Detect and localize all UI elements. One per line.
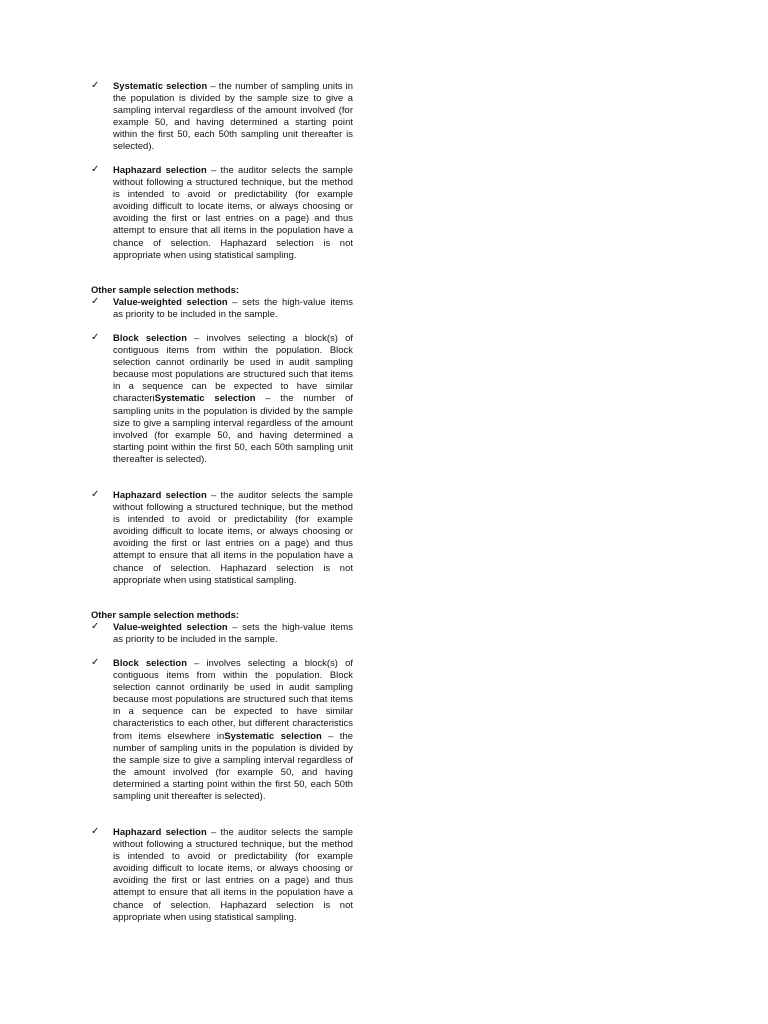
term-label: Value-weighted selection: [113, 296, 228, 307]
term-label: Haphazard selection: [113, 826, 207, 837]
term-label: Value-weighted selection: [113, 621, 228, 632]
checkmark-icon: ✓: [91, 164, 100, 175]
section-heading: Other sample selection methods:: [91, 284, 239, 295]
term-label: Systematic selection: [154, 392, 256, 404]
list-item-haphazard-selection: [91, 826, 353, 923]
term-label: Systematic selection: [224, 729, 322, 741]
list-item-block-selection: [91, 332, 354, 465]
list-item-text: [113, 621, 353, 645]
checkmark-icon: ✓: [91, 332, 100, 343]
term-description: – the number of sampling units in the population is divided by the sample size to give a sampling interval regardless of the amount involved (for example 50, and having determined a starting point within the first 50, each 50th sampling unit thereafter is selected).: [113, 80, 353, 152]
list-item-haphazard-selection: [91, 164, 353, 261]
checkmark-icon: ✓: [91, 621, 100, 632]
checkmark-icon: ✓: [91, 296, 100, 307]
term-description: – the number of sampling units in the population is divided by the sample size to give a sampling interval regardless of the amount involved (for example 50, and having determined a starting point within the first 50, each 50th sampling unit thereafter is selected).: [113, 729, 353, 802]
term-label: Block selection: [113, 657, 187, 668]
list-item-text: [113, 657, 353, 802]
list-item-text: [113, 296, 353, 320]
checkmark-icon: ✓: [91, 657, 100, 668]
checkmark-icon: ✓: [91, 80, 100, 91]
list-item-text: [113, 80, 353, 153]
list-item-value-weighted-selection: [91, 621, 353, 645]
term-label: Haphazard selection: [113, 164, 207, 175]
list-item-value-weighted-selection: [91, 296, 353, 320]
term-description: – the auditor selects the sample without following a structured technique, but the method is intended to avoid or predictability (for example avoiding difficult to locate items, or always choosing or avoiding the first or last entries on a page) and thus attempt to ensure that all items in the population have a chance of selection. Haphazard selection is not appropriate when using statistical sampling.: [113, 489, 353, 585]
list-item-text: [113, 332, 353, 465]
list-item-systematic-selection: [91, 80, 353, 153]
term-label: Haphazard selection: [113, 489, 207, 500]
list-item-text: [113, 164, 353, 261]
term-description: – the auditor selects the sample without following a structured technique, but the method is intended to avoid or predictability (for example avoiding difficult to locate items, or always choosing or avoiding the first or last entries on a page) and thus attempt to ensure that all items in the population have a chance of selection. Haphazard selection is not appropriate when using statistical sampling.: [113, 826, 353, 922]
term-description: – sets the high-value items as priority to be included in the sample.: [113, 621, 353, 645]
list-item-block-selection: [91, 657, 354, 802]
checkmark-icon: ✓: [91, 489, 100, 500]
term-description: – the auditor selects the sample without following a structured technique, but the method is intended to avoid or predictability (for example avoiding difficult to locate items, or always choosing or avoiding the first or last entries on a page) and thus attempt to ensure that all items in the population have a chance of selection. Haphazard selection is not appropriate when using statistical sampling.: [113, 164, 353, 260]
list-item-haphazard-selection: [91, 489, 353, 586]
term-description: – the number of sampling units in the population is divided by the sample size to give a sampling interval regardless of the amount involved (for example 50, and having determined a starting point within the first 50, each 50th sampling unit thereafter is selected).: [113, 392, 353, 464]
term-label: Block selection: [113, 332, 187, 343]
list-item-text: [113, 489, 353, 586]
section-heading: Other sample selection methods:: [91, 609, 239, 620]
term-description: – sets the high-value items as priority to be included in the sample.: [113, 296, 353, 320]
term-description: – involves selecting a block(s) of contiguous items from within the population. Block selection cannot ordinarily be used in audit sampling because most populations are structured such that items in a sequence can be expected to have similar characteristics to each other, but different characteristics from items elsewhere in: [113, 657, 354, 741]
checkmark-icon: ✓: [91, 826, 100, 837]
list-item-text: [113, 826, 353, 923]
term-label: Systematic selection: [113, 80, 208, 91]
term-description: – involves selecting a block(s) of contiguous items from within the population. Block selection cannot ordinarily be used in audit sampling because most populations are structured such that items in a sequence can be expected to have similar characteri: [113, 332, 354, 404]
